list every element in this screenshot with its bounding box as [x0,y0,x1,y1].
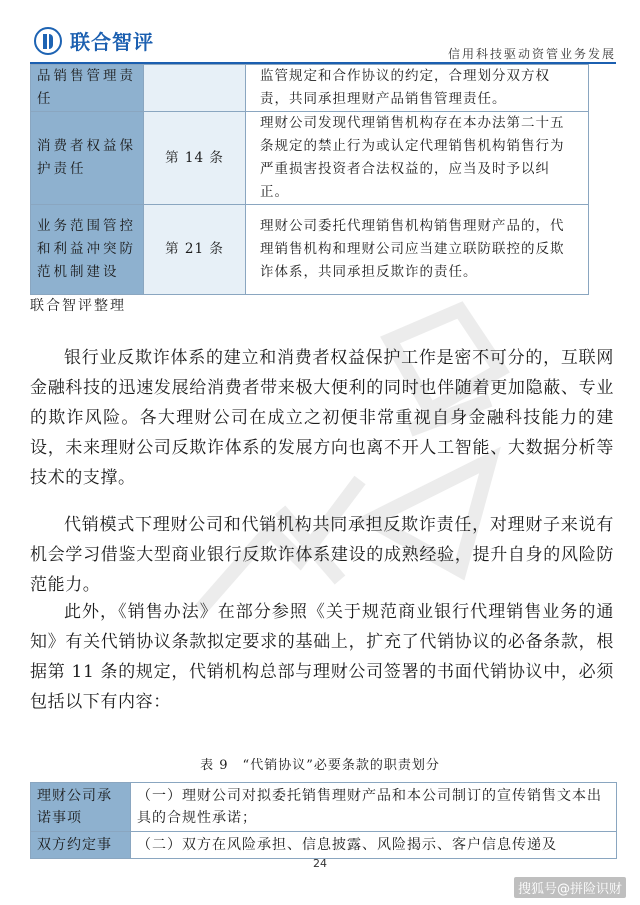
header-tagline: 信用科技驱动资管业务发展 [447,47,616,61]
table-cell-content: （一）理财公司对拟委托销售理财产品和本公司制订的宣传销售文本出具的合规性承诺； [131,783,617,832]
table-cell-content: 监管规定和合作协议的约定，合理划分双方权责，共同承担理财产品销售管理责任。 [246,65,589,112]
table-row [31,205,589,295]
page-header [0,0,640,64]
table-row [31,832,617,859]
responsibility-table [30,64,589,295]
table-caption: 表 9 “代销协议”必要条款的职责划分 [200,758,440,773]
brand-logo [34,26,154,55]
table-cell-content: 理财公司委托代理销售机构销售理财产品的，代理销售机构和理财公司应当建立联防联控的反欺诈体系，共同承担反欺诈的责任。 [246,205,589,295]
body-paragraph: 此外，《销售办法》在部分参照《关于规范商业银行代理销售业务的通知》有关代销协议条款拟定要求的基础上，扩充了代销协议的必备条款，根据第 11 条的规定，代销机构总部与理财公司签署的书面代销协议中，必须包括以下有内容： [30,602,614,712]
source-credit: 搜狐号@拼险识财 [514,877,626,898]
table-cell-article [144,65,246,112]
table-row [31,65,589,112]
table-cell-article: 第 14 条 [144,112,246,205]
brand-logo-icon [34,27,62,55]
table-row [31,783,617,832]
page-number: 24 [313,857,327,870]
table-cell-party: 理财公司承诺事项 [31,783,131,832]
table-cell-article: 第 21 条 [144,205,246,295]
table-source-note: 联合智评整理 [30,298,126,314]
table-row [31,112,589,205]
brand-name: 联合智评 [70,30,154,54]
table-cell-category: 业务范围管控和利益冲突防范机制建设 [31,205,144,295]
table-cell-party: 双方约定事 [31,832,131,859]
body-paragraph: 代销模式下理财公司和代销机构共同承担反欺诈责任，对理财子来说有机会学习借鉴大型商业银行反欺诈体系建设的成熟经验，提升自身的风险防范能力。 [30,515,614,595]
table-cell-content: （二）双方在风险承担、信息披露、风险揭示、客户信息传递及 [131,832,617,859]
table-cell-content: 理财公司发现代理销售机构存在本办法第二十五条规定的禁止行为或认定代理销售机构销售行为严重损害投资者合法权益的，应当及时予以纠正。 [246,112,589,205]
table-cell-category: 品销售管理责任 [31,65,144,112]
table-cell-category: 消费者权益保护责任 [31,112,144,205]
body-paragraph: 银行业反欺诈体系的建立和消费者权益保护工作是密不可分的，互联网金融科技的迅速发展给消费者带来极大便利的同时也伴随着更加隐蔽、专业的欺诈风险。各大理财公司在成立之初便非常重视自身金融科技能力的建设，未来理财公司反欺诈体系的发展方向也离不开人工智能、大数据分析等技术的支撑。 [30,348,614,488]
agreement-clauses-table [30,782,617,859]
